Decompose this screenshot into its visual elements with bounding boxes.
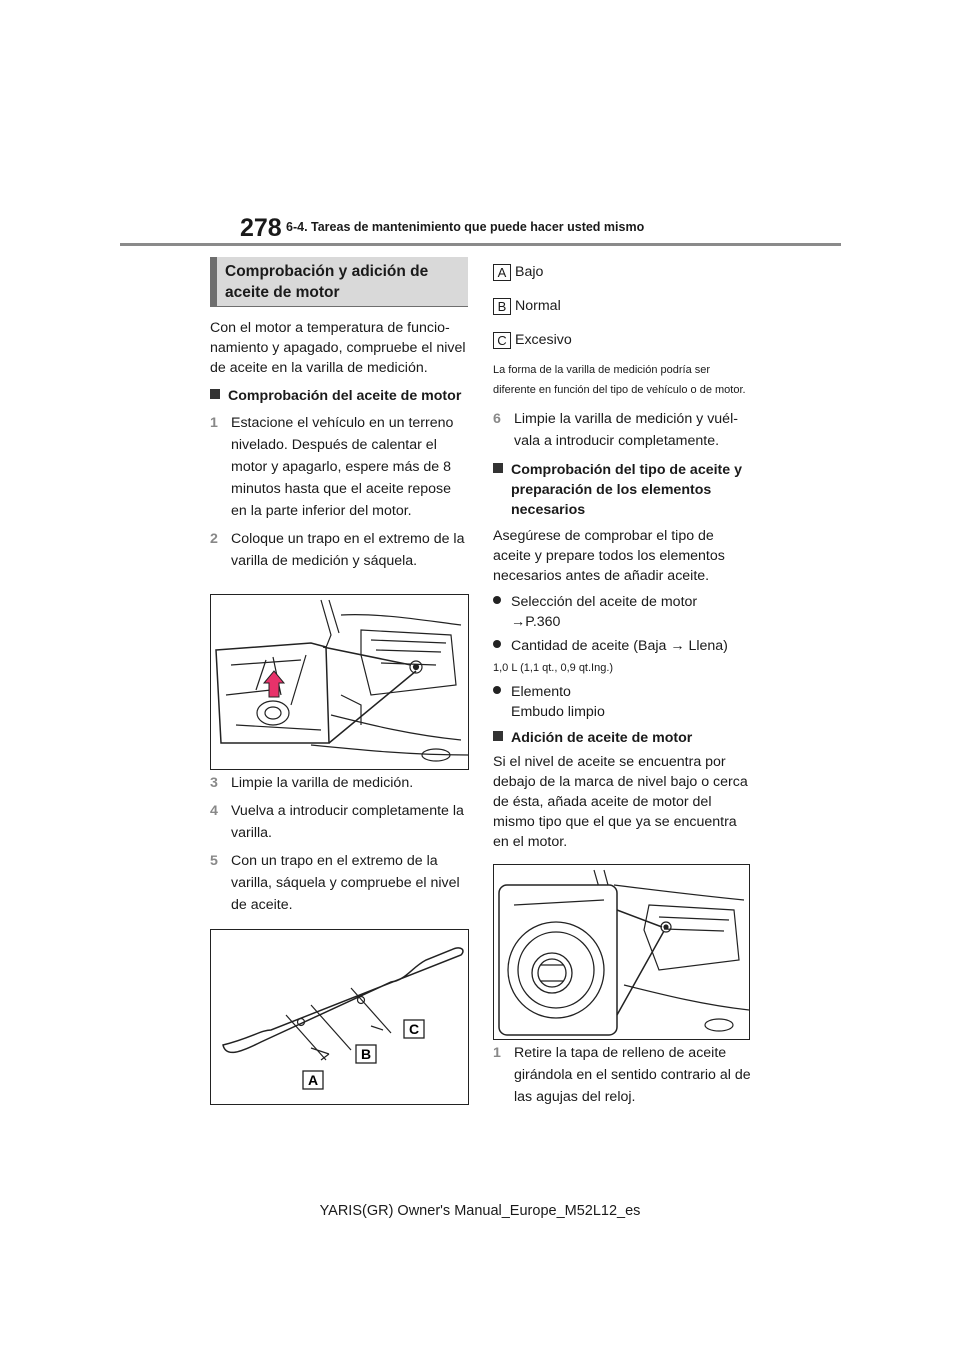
label-a: A	[307, 1072, 319, 1088]
legend-c-key: C	[493, 332, 511, 349]
label-c: C	[408, 1021, 420, 1037]
footer-manual-id: YARIS(GR) Owner's Manual_Europe_M52L12_es	[319, 1203, 641, 1219]
header-rule	[120, 243, 841, 246]
figure-dipstick-location	[210, 594, 469, 770]
dipstick-note: La forma de la varilla de medición podría ser diferente en función del tipo de vehículo o de motor.	[493, 364, 746, 396]
bullet-oil-selection: Selección del aceite de motor	[493, 592, 751, 612]
step-2: 2 Coloque un trapo en el extremo de la varilla de medición y sáquela.	[210, 531, 465, 569]
square-bullet-icon	[493, 731, 503, 741]
item-funnel: Embudo limpio	[511, 704, 605, 720]
bullet-dot-icon	[493, 596, 501, 604]
dipstick-shape	[223, 948, 463, 1053]
step-3: 3 Limpie la varilla de medición.	[210, 775, 414, 791]
figure-dipstick-levels	[210, 929, 469, 1105]
bullet-dot-icon	[493, 640, 501, 648]
step-5: 5 Con un trapo en el extremo de la varilla, sáquela y compruebe el nivel de aceite.	[210, 853, 460, 913]
legend-a: A Bajo	[493, 262, 751, 282]
section-heading: Comprobación y adición de aceite de motor	[210, 257, 468, 307]
bullet-item: Elemento	[493, 682, 751, 702]
engine-illustration	[211, 595, 468, 769]
step-remove-cap: 1 Retire la tapa de relleno de aceite girándola en el sentido contrario al de las agujas del reloj.	[493, 1045, 751, 1105]
right-column-bottom	[493, 1042, 751, 1108]
bullet-dot-icon	[493, 686, 501, 694]
oil-type-text: Asegúrese de comprobar el tipo de aceite y prepare todos los elementos necesarios antes de añadir aceite.	[493, 528, 725, 584]
subheading-check-oil: Comprobación del aceite de motor	[210, 386, 470, 406]
left-column-bottom	[210, 772, 470, 916]
oil-selection-ref: →P.360	[511, 614, 561, 630]
left-column-top	[210, 318, 470, 572]
right-column-top	[493, 262, 751, 852]
add-oil-text: Si el nivel de aceite se encuentra por debajo de la marca de nivel bajo o cerca de ésta, añada aceite de motor del mismo tipo que el que ya se encuentra en el motor.	[493, 754, 748, 850]
legend-c: C Excesivo	[493, 330, 751, 350]
bullet-oil-quantity: Cantidad de aceite (Baja → Llena)	[493, 636, 751, 656]
square-bullet-icon	[210, 389, 220, 399]
page-number: 278	[240, 214, 282, 242]
legend-b: B Normal	[493, 296, 751, 316]
step-1: 1 Estacione el vehículo en un terreno nivelado. Después de calentar el motor y apagarlo, espere más de 8 minutos hasta que el aceite repose en la parte inferior del motor.	[210, 415, 454, 519]
oil-quantity-value: 1,0 L (1,1 qt., 0,9 qt.Ing.)	[493, 662, 614, 674]
intro-text: Con el motor a temperatura de funcio-namiento y apagado, compruebe el nivel de aceite en la varilla de medición.	[210, 320, 466, 376]
subheading-oil-type: Comprobación del tipo de aceite y preparación de los elementos necesarios	[493, 460, 751, 520]
legend-b-key: B	[493, 298, 511, 315]
figure-oil-filler-cap	[493, 864, 750, 1040]
label-b: B	[360, 1046, 372, 1062]
section-title: 6-4. Tareas de mantenimiento que puede hacer usted mismo	[286, 220, 645, 234]
subheading-add-oil: Adición de aceite de motor	[493, 728, 751, 748]
square-bullet-icon	[493, 463, 503, 473]
step-4: 4 Vuelva a introducir completamente la varilla.	[210, 803, 464, 841]
legend-a-key: A	[493, 264, 511, 281]
step-6: 6 Limpie la varilla de medición y vuél-vala a introducir completamente.	[493, 411, 738, 449]
